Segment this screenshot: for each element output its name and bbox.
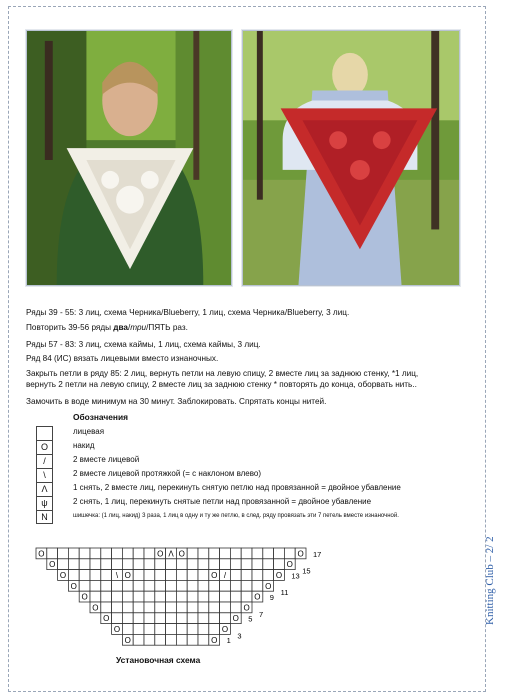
chart-cell (122, 548, 133, 559)
chart-cell (112, 613, 123, 624)
chart-cell (122, 602, 133, 613)
chart-cell (144, 613, 155, 624)
chart-cell (220, 591, 231, 602)
legend-symbol: / (36, 454, 53, 468)
chart-cell (230, 559, 241, 570)
chart-cell (176, 591, 187, 602)
chart-symbol: O (275, 571, 283, 580)
instruction-row-84: Ряд 84 (ИС) вязать лицевыми вместо изнаночных. (26, 354, 219, 363)
chart-cell (144, 580, 155, 591)
chart-cell (90, 548, 101, 559)
chart-cell (122, 613, 133, 624)
chart-cell (58, 559, 69, 570)
chart-cell (112, 548, 123, 559)
instruction-soak: Замочить в воде минимум на 30 минут. Заблокировать. Спрятать концы нитей. (26, 397, 327, 406)
chart-row-number: 11 (280, 588, 289, 598)
chart-row-number: 1 (226, 636, 231, 646)
chart-cell (68, 570, 79, 581)
chart-row-number: 15 (302, 566, 311, 576)
chart-symbol: O (59, 571, 67, 580)
chart-cell (284, 548, 295, 559)
chart-cell (133, 580, 144, 591)
chart-cell (133, 591, 144, 602)
chart-cell (176, 602, 187, 613)
chart-cell (101, 548, 112, 559)
instruction-bindoff-2: вернуть 2 петли на левую спицу, 2 вместе лиц за заднюю стенку * повторять до конца, оборвать нить.. (26, 380, 417, 389)
chart-cell (90, 570, 101, 581)
chart-cell (166, 624, 177, 635)
chart-cell (90, 580, 101, 591)
chart-cell (220, 602, 231, 613)
chart-cell (198, 613, 209, 624)
chart-cell (133, 634, 144, 645)
chart-symbol: O (49, 560, 56, 570)
chart-caption: Установочная схема (116, 655, 201, 665)
chart-cell (241, 559, 252, 570)
chart-cell (58, 548, 69, 559)
chart-cell (209, 548, 220, 559)
chart-cell (122, 559, 133, 570)
legend-text: 2 снять, 1 лиц, перекинуть снятые петли над провязанной = двойное убавление (73, 497, 372, 506)
chart-cell (220, 548, 231, 559)
chart-cell (198, 548, 209, 559)
chart-row-number: 9 (269, 593, 274, 602)
chart-cell (187, 634, 198, 645)
chart-cell (144, 591, 155, 602)
chart-cell (144, 559, 155, 570)
chart-symbol: O (221, 625, 229, 634)
chart-cell (274, 559, 285, 570)
chart-cell (144, 624, 155, 635)
chart-cell (263, 548, 274, 559)
chart-symbol: O (178, 549, 185, 559)
legend-symbol: O (36, 440, 53, 454)
chart-cell (198, 634, 209, 645)
chart-cell (176, 580, 187, 591)
photo-white-shawl (26, 30, 232, 286)
chart-cell (133, 570, 144, 581)
chart-cell (230, 591, 241, 602)
chart-cell (252, 548, 263, 559)
chart-cell (220, 580, 231, 591)
chart-cell (187, 613, 198, 624)
chart-cell (176, 613, 187, 624)
chart-symbol: / (223, 571, 227, 580)
chart-cell (252, 559, 263, 570)
chart-cell (68, 548, 79, 559)
legend-text: 2 вместе лицевой (73, 455, 140, 464)
chart-cell (101, 580, 112, 591)
chart-cell (90, 591, 101, 602)
chart-symbol: O (38, 549, 45, 559)
chart-cell (241, 591, 252, 602)
chart-cell (79, 580, 90, 591)
legend-text: лицевая (73, 427, 105, 436)
chart-symbol: O (297, 549, 304, 559)
chart-symbol: O (124, 635, 131, 645)
legend-title: Обозначения (73, 412, 128, 422)
chart-row-number: 17 (313, 549, 322, 559)
chart-cell (155, 591, 166, 602)
chart-cell (187, 602, 198, 613)
chart-cell (198, 580, 209, 591)
chart-symbol: O (243, 603, 250, 613)
chart-cell (187, 580, 198, 591)
chart-cell (263, 559, 274, 570)
chart-cell (176, 634, 187, 645)
chart-cell (112, 602, 123, 613)
chart-cell (241, 570, 252, 581)
photo-red-shawl (242, 30, 460, 286)
legend-symbol: N (36, 510, 53, 524)
chart-cell (155, 570, 166, 581)
chart-cell (155, 602, 166, 613)
chart-cell (241, 548, 252, 559)
chart-symbol: O (113, 625, 121, 634)
chart-cell (166, 591, 177, 602)
chart-symbol: O (254, 592, 261, 602)
chart-cell (133, 624, 144, 635)
legend-text: накид (73, 441, 95, 450)
chart-cell (144, 548, 155, 559)
chart-cell (122, 580, 133, 591)
chart-symbol: O (81, 592, 88, 602)
chart-symbol: O (124, 571, 131, 580)
chart-row-number: 13 (291, 571, 300, 581)
chart-cell (230, 548, 241, 559)
chart-symbol: \ (115, 571, 119, 580)
chart-cell (166, 634, 177, 645)
chart-symbol: O (70, 581, 77, 591)
chart-cell (112, 559, 123, 570)
chart-cell (144, 602, 155, 613)
legend-symbol: Λ (36, 482, 53, 496)
chart-cell (133, 559, 144, 570)
chart-cell (155, 634, 166, 645)
instruction-rows-57-83: Ряды 57 - 83: 3 лиц, схема каймы, 1 лиц, схема каймы, 3 лиц. (26, 340, 261, 349)
chart-cell (209, 602, 220, 613)
chart-cell (198, 591, 209, 602)
setup-chart-grid (34, 548, 334, 648)
chart-cell (133, 548, 144, 559)
chart-cell (144, 570, 155, 581)
chart-cell (241, 580, 252, 591)
chart-cell (155, 613, 166, 624)
chart-cell (155, 580, 166, 591)
chart-cell (112, 591, 123, 602)
chart-cell (166, 602, 177, 613)
chart-cell (155, 559, 166, 570)
chart-cell (209, 591, 220, 602)
chart-cell (187, 559, 198, 570)
chart-cell (79, 548, 90, 559)
chart-cell (112, 580, 123, 591)
legend-text: шишечка: (1 лиц, накид) 3 раза, 1 лиц в одну и ту же петлю, в след. ряду провязать эти 7 петель вместе изнаночной. (73, 513, 399, 519)
chart-cell (166, 580, 177, 591)
chart-cell (209, 580, 220, 591)
chart-row-number: 5 (248, 614, 253, 624)
chart-cell (176, 570, 187, 581)
chart-cell (68, 559, 79, 570)
chart-cell (252, 580, 263, 591)
chart-cell (101, 559, 112, 570)
chart-symbol: O (211, 635, 218, 645)
chart-symbol: Λ (168, 549, 174, 559)
chart-cell (79, 559, 90, 570)
instruction-bindoff-1: Закрыть петли в ряду 85: 2 лиц, вернуть петли на левую спицу, 2 вместе лиц за заднюю стенку, *1 лиц, (26, 369, 419, 378)
chart-cell (263, 570, 274, 581)
chart-symbol: O (286, 560, 293, 570)
chart-cell (209, 613, 220, 624)
chart-cell (122, 591, 133, 602)
chart-cell (166, 559, 177, 570)
chart-symbol: O (232, 614, 239, 624)
chart-cell (209, 559, 220, 570)
chart-symbol: O (157, 549, 164, 559)
chart-symbol: O (265, 581, 272, 591)
chart-cell (198, 624, 209, 635)
chart-cell (79, 570, 90, 581)
chart-cell (90, 559, 101, 570)
chart-cell (198, 602, 209, 613)
chart-cell (198, 559, 209, 570)
chart-cell (101, 570, 112, 581)
chart-cell (187, 624, 198, 635)
chart-symbol: O (103, 614, 110, 624)
chart-cell (274, 548, 285, 559)
chart-cell (187, 570, 198, 581)
legend-symbol: \ (36, 468, 53, 482)
chart-cell (209, 624, 220, 635)
legend-text: 1 снять, 2 вместе лиц, перекинуть снятую петлю над провязанной = двойное убавление (73, 483, 401, 492)
chart-cell (220, 613, 231, 624)
chart-row-number: 7 (259, 609, 264, 619)
chart-row-number: 3 (237, 631, 242, 641)
chart-cell (187, 591, 198, 602)
chart-cell (220, 559, 231, 570)
chart-cell (133, 602, 144, 613)
chart-cell (133, 613, 144, 624)
chart-symbol: O (211, 571, 218, 580)
chart-cell (230, 602, 241, 613)
chart-cell (144, 634, 155, 645)
legend-symbol (36, 426, 53, 440)
chart-cell (166, 570, 177, 581)
chart-cell (230, 570, 241, 581)
chart-cell (252, 570, 263, 581)
chart-symbol: O (92, 603, 99, 613)
chart-cell (187, 548, 198, 559)
chart-cell (155, 624, 166, 635)
chart-cell (122, 624, 133, 635)
instruction-rows-39-55: Ряды 39 - 55: 3 лиц, схема Черника/Blueberry, 1 лиц, схема Черника/Blueberry, 3 лиц. (26, 308, 350, 317)
chart-cell (176, 624, 187, 635)
chart-cell (101, 591, 112, 602)
side-label: Knitting Club – 2/ 2 (484, 536, 496, 625)
chart-cell (176, 559, 187, 570)
chart-cell (166, 613, 177, 624)
legend-symbol: ψ (36, 496, 53, 510)
instruction-repeat: Повторить 39-56 ряды два/три/ПЯТЬ раз. (26, 323, 188, 332)
chart-cell (198, 570, 209, 581)
chart-cell (101, 602, 112, 613)
legend-text: 2 вместе лицевой протяжкой (= с наклоном влево) (73, 469, 262, 478)
chart-cell (230, 580, 241, 591)
chart-cell (47, 548, 58, 559)
